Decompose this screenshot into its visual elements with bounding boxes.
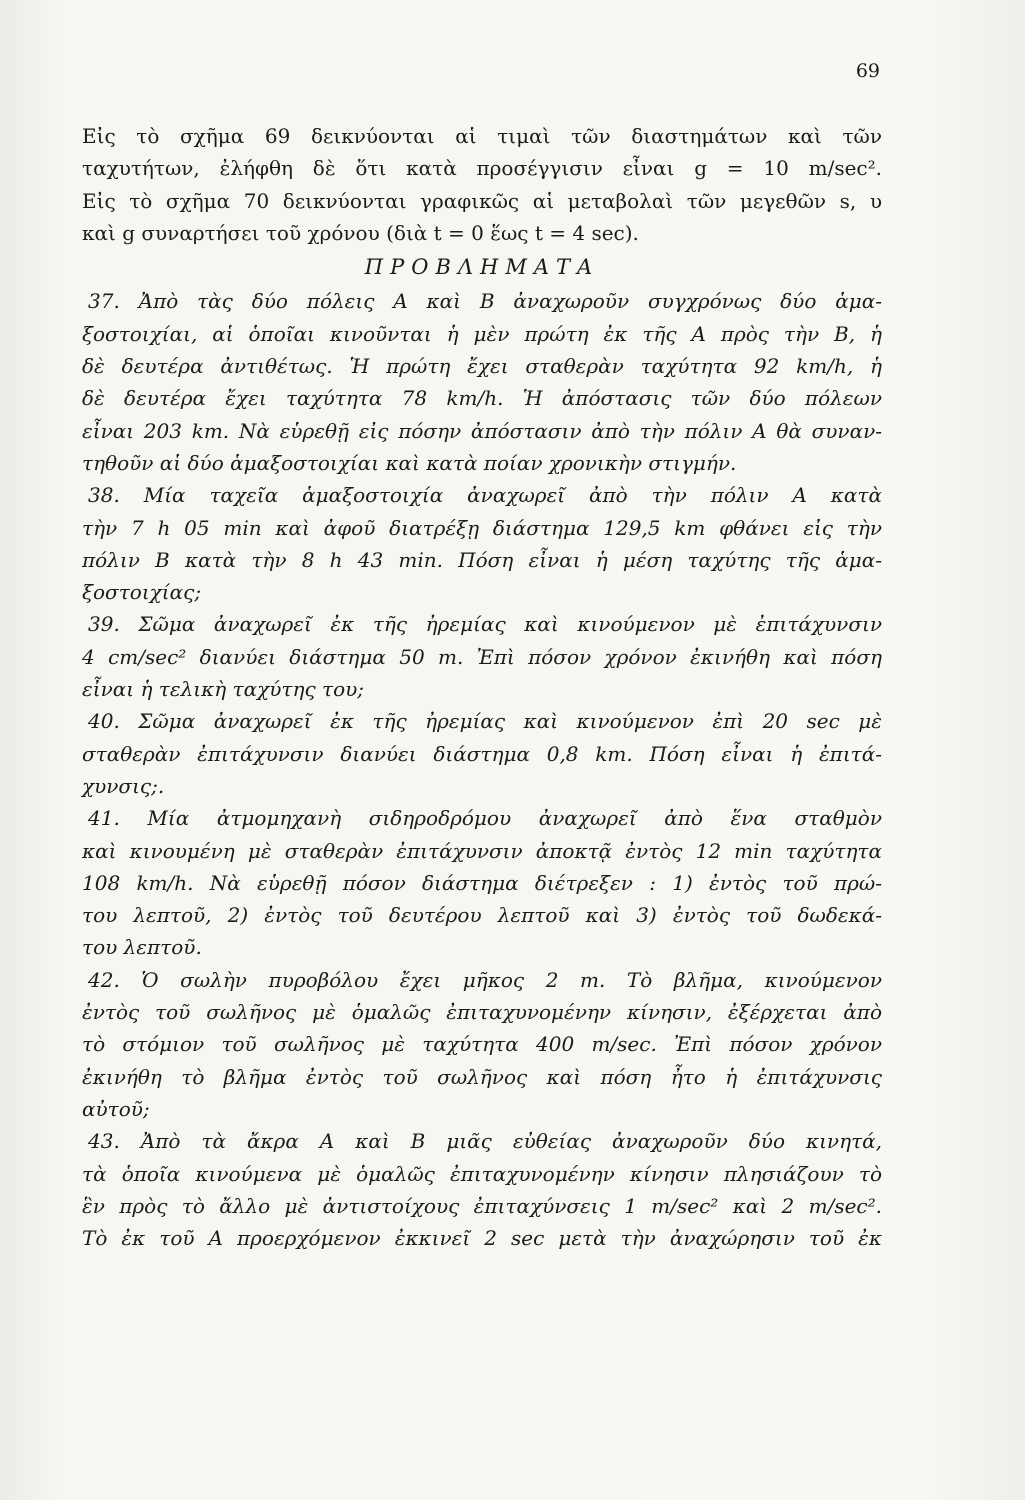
problem-line: Τὸ ἐκ τοῦ A προερχόμενον ἐκκινεῖ 2 sec μετὰ τὴν ἀναχώρησιν τοῦ ἐκ <box>82 1226 882 1251</box>
problem-line: του λεπτοῦ. <box>82 935 202 960</box>
problem-line: τηθοῦν αἱ δύο ἁμαξοστοιχίαι καὶ κατὰ ποίαν χρονικὴν στιγμήν. <box>82 450 737 475</box>
problem-line: εἶναι 203 km. Νὰ εὑρεθῇ εἰς πόσην ἀπόστασιν ἀπὸ τὴν πόλιν A θὰ συναν- <box>82 418 882 443</box>
section-heading: ΠΡΟΒΛΗΜΑΤΑ <box>364 255 600 280</box>
problem-line: 40. Σῶμα ἀναχωρεῖ ἐκ τῆς ἠρεμίας καὶ κινούμενον ἐπὶ 20 sec μὲ <box>88 709 882 734</box>
problem-line: 4 cm/sec² διανύει διάστημα 50 m. Ἐπὶ πόσον χρόνον ἐκινήθη καὶ πόση <box>82 644 882 669</box>
page-number: 69 <box>855 60 880 82</box>
problem-line: ξοστοιχίαι, αἱ ὁποῖαι κινοῦνται ἡ μὲν πρώτη ἐκ τῆς A πρὸς τὴν B, ἡ <box>82 321 883 346</box>
problem-line: 37. Ἀπὸ τὰς δύο πόλεις A καὶ B ἀναχωροῦν συγχρόνως δύο ἁμα- <box>88 289 882 314</box>
intro-line: καὶ g συναρτήσει τοῦ χρόνου (διὰ t = 0 ἕως t = 4 sec). <box>82 220 639 245</box>
problem-line: ἐκινήθη τὸ βλῆμα ἐντὸς τοῦ σωλῆνος καὶ πόση ἦτο ἡ ἐπιτάχυνσις <box>82 1064 882 1089</box>
problem-line: του λεπτοῦ, 2) ἐντὸς τοῦ δευτέρου λεπτοῦ καὶ 3) ἐντὸς τοῦ δωδεκά- <box>82 903 882 928</box>
problem-line: 43. Ἀπὸ τὰ ἄκρα A καὶ B μιᾶς εὐθείας ἀναχωροῦν δύο κινητά, <box>88 1129 882 1154</box>
problem-line: σταθερὰν ἐπιτάχυνσιν διανύει διάστημα 0,8 km. Πόση εἶναι ἡ ἐπιτά- <box>82 741 882 766</box>
problem-line: τὰ ὁποῖα κινούμενα μὲ ὁμαλῶς ἐπιταχυνομένην κίνησιν πλησιάζουν τὸ <box>82 1161 882 1186</box>
problem-line: δὲ δευτέρα ἀντιθέτως. Ἡ πρώτη ἔχει σταθερὰν ταχύτητα 92 km/h, ἡ <box>82 354 882 379</box>
problem-line: πόλιν B κατὰ τὴν 8 h 43 min. Πόση εἶναι ἡ μέση ταχύτης τῆς ἁμα- <box>82 547 882 572</box>
page-text <box>82 120 882 1254</box>
problem-line: τὸ στόμιον τοῦ σωλῆνος μὲ ταχύτητα 400 m/sec. Ἐπὶ πόσον χρόνον <box>82 1032 882 1057</box>
problem-line: 108 km/h. Νὰ εὑρεθῇ πόσον διάστημα διέτρεξεν : 1) ἐντὸς τοῦ πρώ- <box>82 870 882 895</box>
intro-line: ταχυτήτων, ἐλήφθη δὲ ὅτι κατὰ προσέγγισιν εἶναι g = 10 m/sec². <box>82 156 882 181</box>
intro-line: Εἰς τὸ σχῆμα 70 δεικνύονται γραφικῶς αἱ μεταβολαὶ τῶν μεγεθῶν s, υ <box>82 188 882 213</box>
problem-line: 42. Ὁ σωλὴν πυροβόλου ἔχει μῆκος 2 m. Τὸ βλῆμα, κινούμενον <box>88 967 882 992</box>
problem-line: καὶ κινουμένη μὲ σταθερὰν ἐπιτάχυνσιν ἀποκτᾷ ἐντὸς 12 min ταχύτητα <box>82 838 882 863</box>
problem-line: ἐντὸς τοῦ σωλῆνος μὲ ὁμαλῶς ἐπιταχυνομένην κίνησιν, ἐξέρχεται ἀπὸ <box>82 1000 882 1025</box>
problem-line: 38. Μία ταχεῖα ἁμαξοστοιχία ἀναχωρεῖ ἀπὸ τὴν πόλιν A κατὰ <box>88 483 882 508</box>
problem-line: δὲ δευτέρα ἔχει ταχύτητα 78 km/h. Ἡ ἀπόστασις τῶν δύο πόλεων <box>82 386 882 411</box>
problem-line: 39. Σῶμα ἀναχωρεῖ ἐκ τῆς ἠρεμίας καὶ κινούμενον μὲ ἐπιτάχυνσιν <box>88 612 882 637</box>
problem-line: αὐτοῦ; <box>82 1096 150 1121</box>
problem-line: ἓν πρὸς τὸ ἄλλο μὲ ἀντιστοίχους ἐπιταχύνσεις 1 m/sec² καὶ 2 m/sec². <box>82 1193 882 1218</box>
problems-list <box>82 285 882 1254</box>
problem-line: χυνσις;. <box>82 773 165 798</box>
problem-line: τὴν 7 h 05 min καὶ ἀφοῦ διατρέξῃ διάστημα 129,5 km φθάνει εἰς τὴν <box>82 515 882 540</box>
problem-line: ξοστοιχίας; <box>82 580 202 605</box>
intro-line: Εἰς τὸ σχῆμα 69 δεικνύονται αἱ τιμαὶ τῶν διαστημάτων καὶ τῶν <box>82 124 882 148</box>
problem-line: εἶναι ἡ τελικὴ ταχύτης του; <box>82 677 365 702</box>
problem-line: 41. Μία ἀτμομηχανὴ σιδηροδρόμου ἀναχωρεῖ ἀπὸ ἕνα σταθμὸν <box>88 806 882 831</box>
